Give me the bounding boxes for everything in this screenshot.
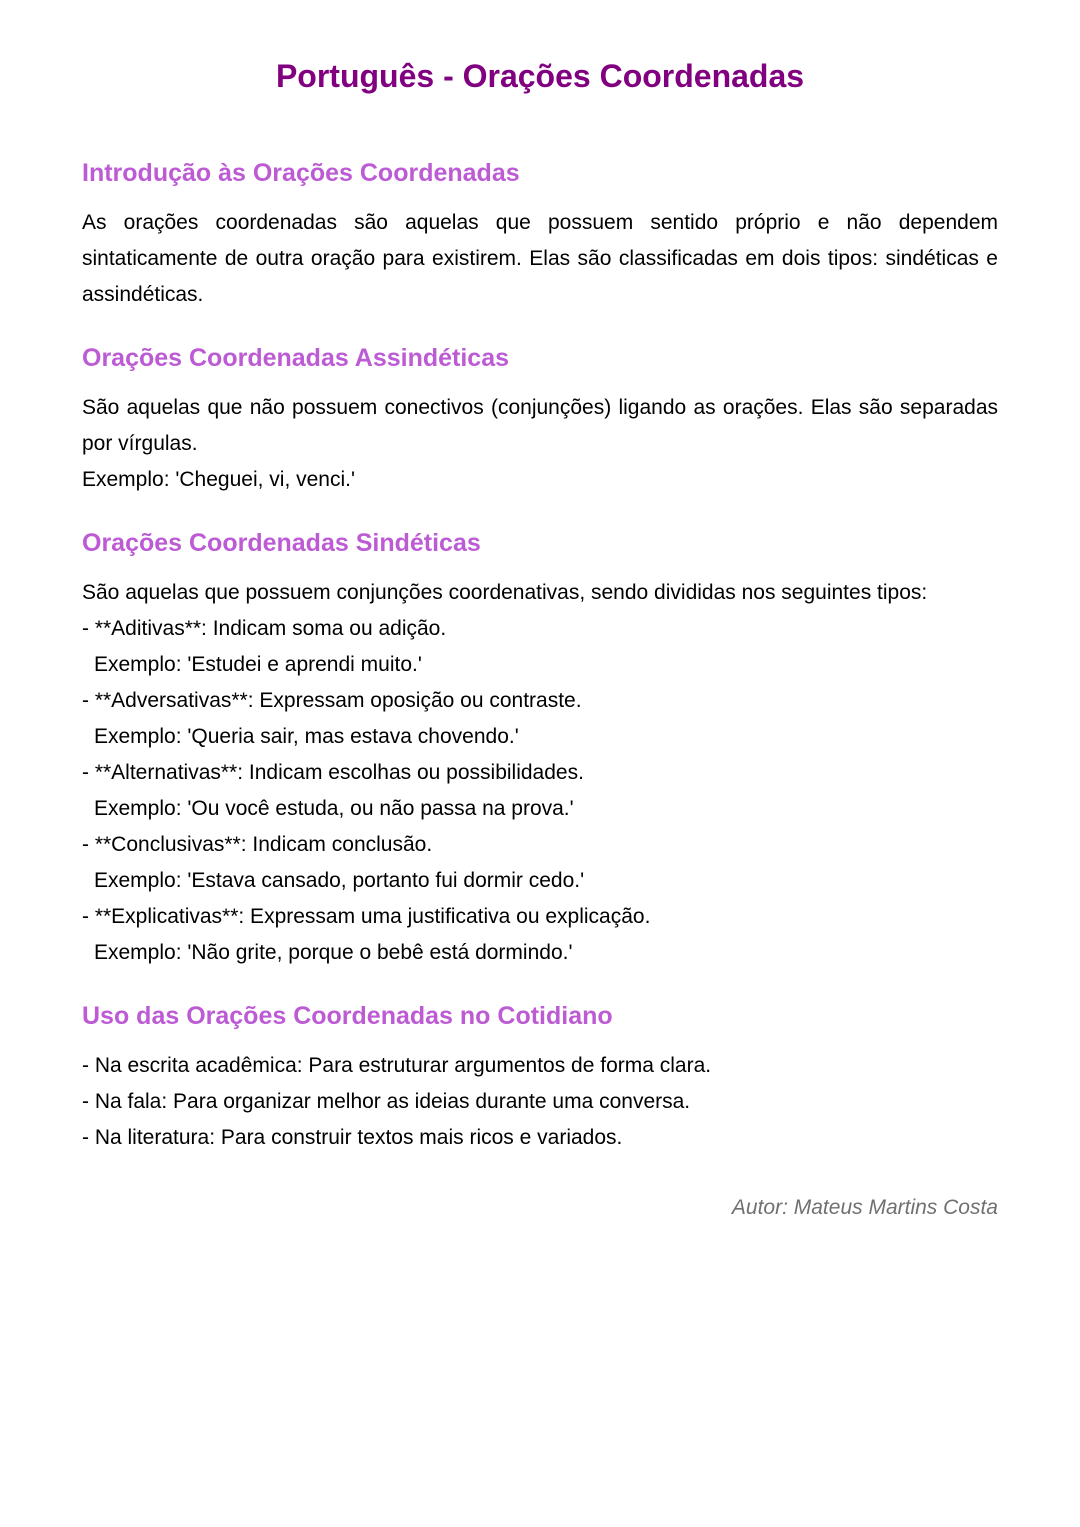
page-title: Português - Orações Coordenadas — [275, 58, 805, 94]
list-item-fala: - Na fala: Para organizar melhor as ideias durante uma conversa. — [82, 1090, 691, 1113]
example-alternativas: Exemplo: 'Ou você estuda, ou não passa na prova.' — [94, 797, 574, 820]
cotidiano-list — [82, 1048, 998, 1156]
section-heading-assindeticas: Orações Coordenadas Assindéticas — [82, 344, 510, 372]
sindeticas-list — [82, 575, 998, 971]
example-explicativas: Exemplo: 'Não grite, porque o bebê está dormindo.' — [94, 941, 573, 964]
section-paragraph-assindeticas: São aquelas que não possuem conectivos (conjunções) ligando as orações. Elas são separadas por vírgulas. — [82, 396, 998, 455]
list-item-literatura: - Na literatura: Para construir textos mais ricos e variados. — [82, 1126, 623, 1149]
list-item-aditivas: - **Aditivas**: Indicam soma ou adição. — [82, 617, 447, 640]
section-heading-cotidiano: Uso das Orações Coordenadas no Cotidiano — [82, 1002, 613, 1030]
section-paragraph-introducao: As orações coordenadas são aquelas que possuem sentido próprio e não dependem sintaticamente de outra oração para existirem. Elas são classificadas em dois tipos: sindéticas e assindéticas. — [82, 211, 998, 306]
sindeticas-intro: São aquelas que possuem conjunções coordenativas, sendo divididas nos seguintes tipos: — [82, 581, 928, 604]
list-item-escrita-academica: - Na escrita acadêmica: Para estruturar argumentos de forma clara. — [82, 1054, 712, 1077]
example-assindeticas: Exemplo: 'Cheguei, vi, venci.' — [82, 468, 355, 491]
example-aditivas: Exemplo: 'Estudei e aprendi muito.' — [94, 653, 422, 676]
section-heading-sindeticas: Orações Coordenadas Sindéticas — [82, 529, 481, 557]
list-item-conclusivas: - **Conclusivas**: Indicam conclusão. — [82, 833, 433, 856]
author-credit: Autor: Mateus Martins Costa — [731, 1196, 998, 1219]
example-adversativas: Exemplo: 'Queria sair, mas estava chovendo.' — [94, 725, 519, 748]
list-item-alternativas: - **Alternativas**: Indicam escolhas ou possibilidades. — [82, 761, 584, 784]
section-heading-introducao: Introdução às Orações Coordenadas — [82, 159, 520, 187]
list-item-explicativas: - **Explicativas**: Expressam uma justificativa ou explicação. — [82, 905, 651, 928]
example-conclusivas: Exemplo: 'Estava cansado, portanto fui dormir cedo.' — [94, 869, 585, 892]
list-item-adversativas: - **Adversativas**: Expressam oposição ou contraste. — [82, 689, 582, 712]
